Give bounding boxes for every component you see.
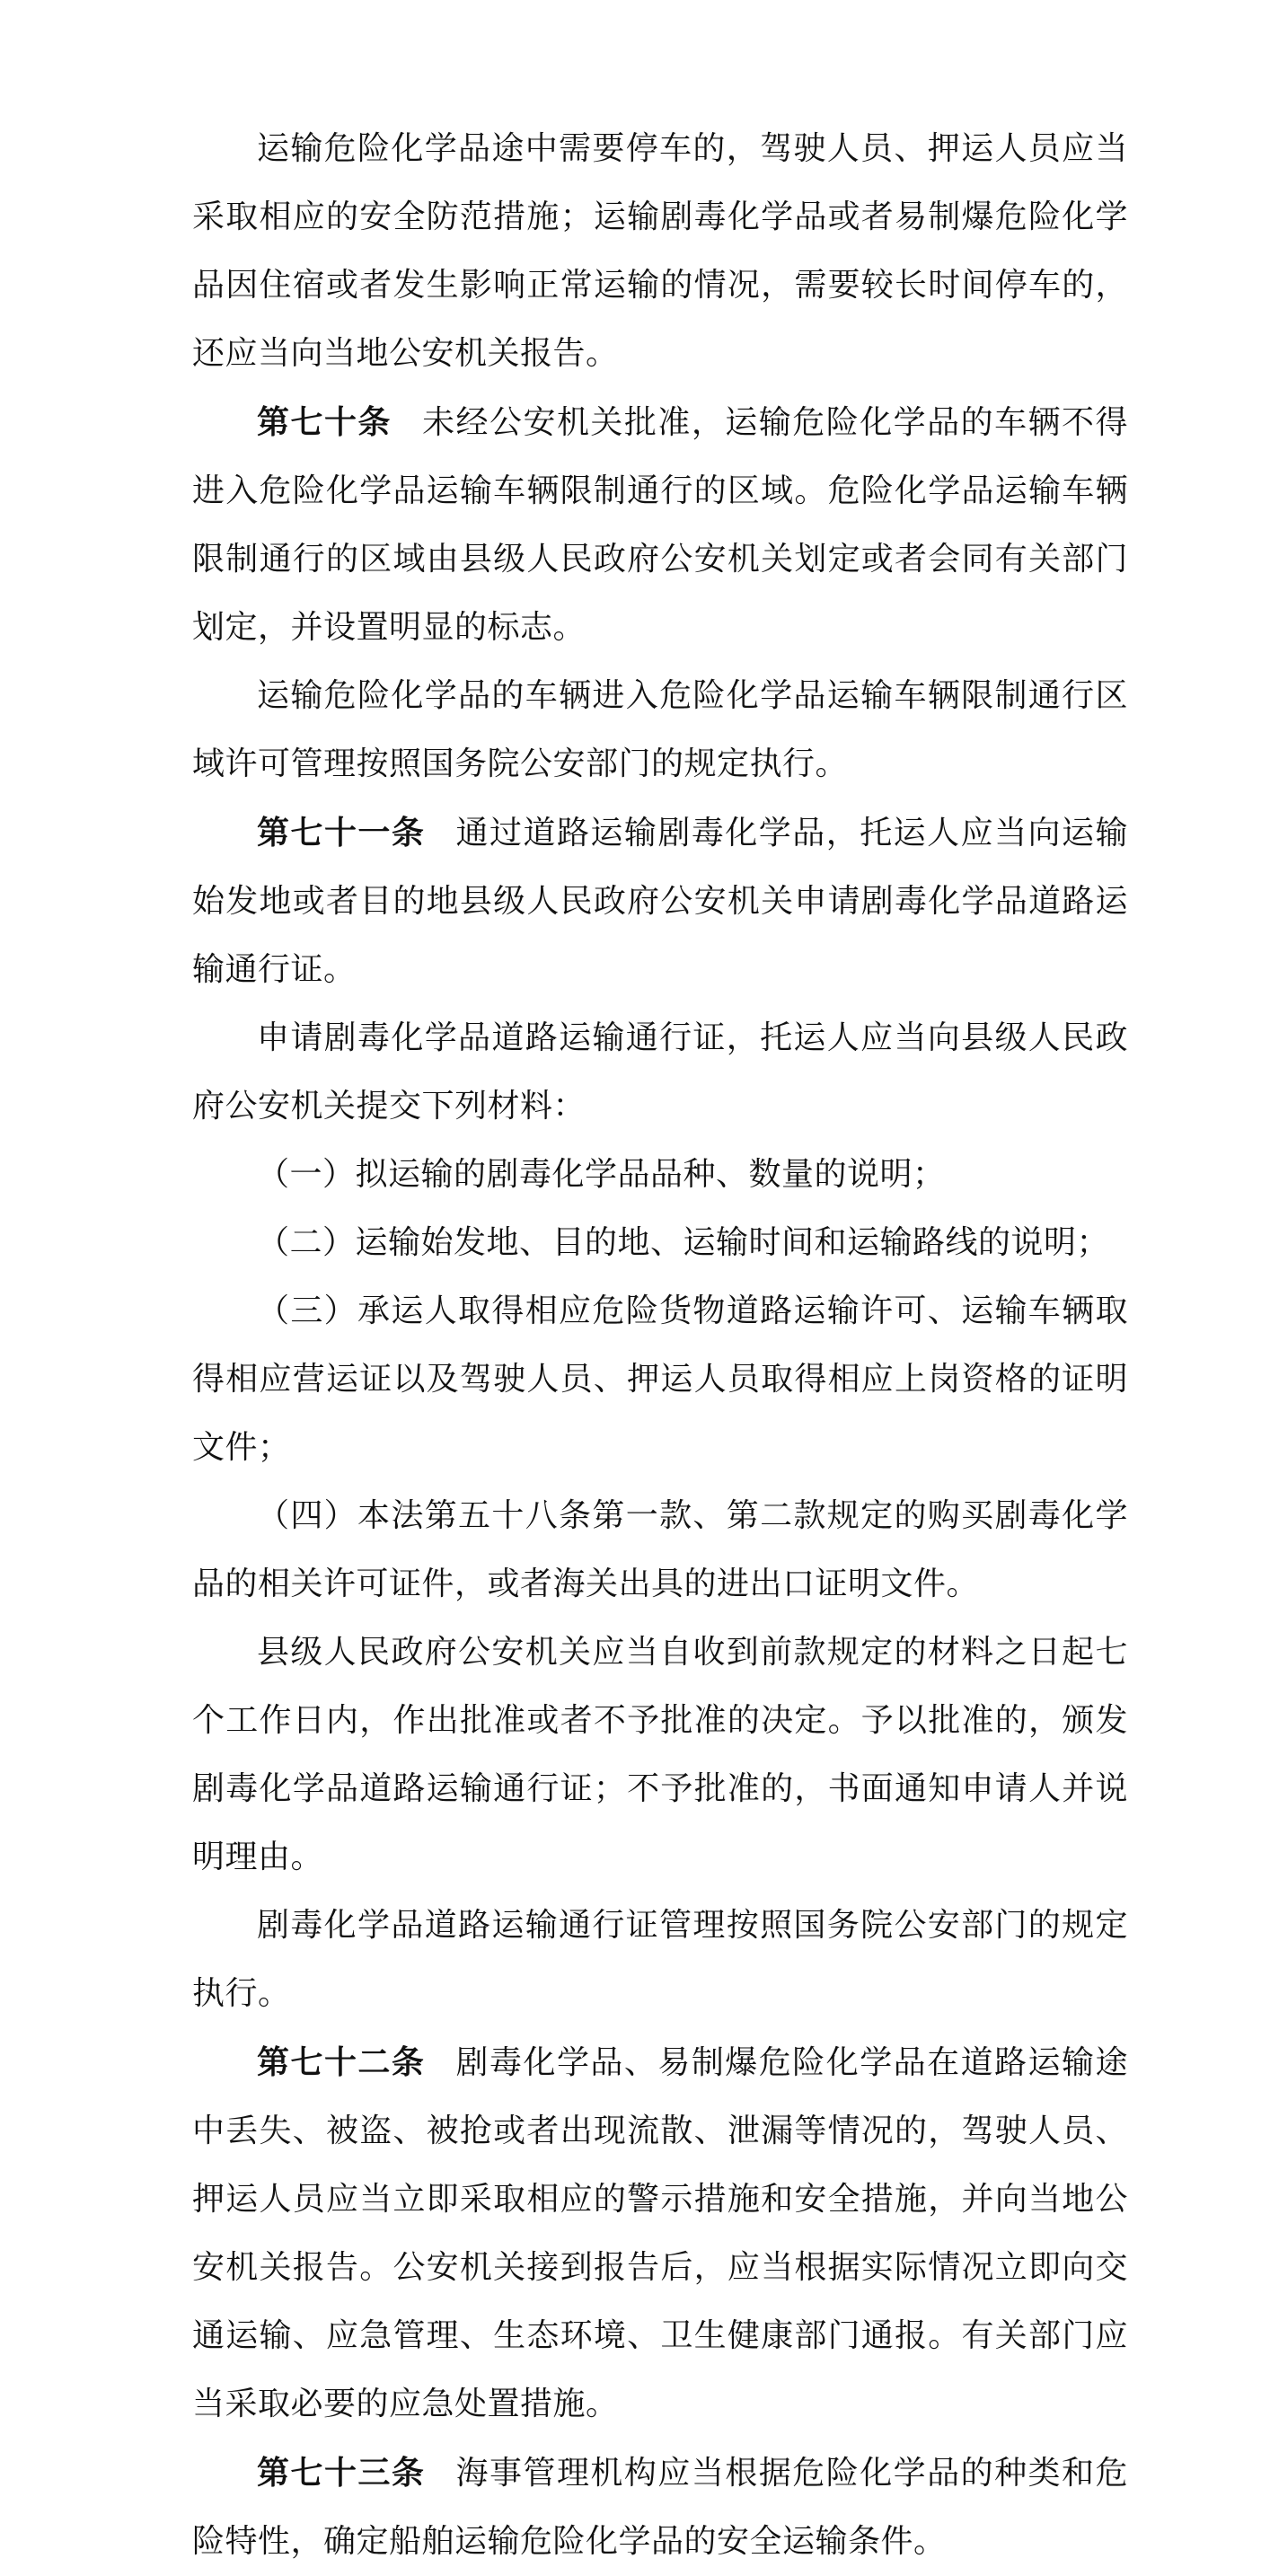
paragraph-text: 申请剧毒化学品道路运输通行证，托运人应当向县级人民政府公安机关提交下列材料： <box>192 1019 1128 1125</box>
article-number: 第七十一条 <box>257 814 426 851</box>
paragraph-text: 海事管理机构应当根据危险化学品的种类和危险特性，确定船舶运输危险化学品的安全运输条件。 <box>192 2455 1128 2560</box>
paragraph <box>192 662 1128 798</box>
paragraph <box>192 1141 1128 1209</box>
paragraph <box>192 1892 1128 2028</box>
document-body <box>192 115 1128 2576</box>
paragraph-text: 未经公安机关批准，运输危险化学品的车辆不得进入危险化学品运输车辆限制通行的区域。危险化学品运输车辆限制通行的区域由县级人民政府公安机关划定或者会同有关部门划定，并设置明显的标志。 <box>192 404 1128 646</box>
paragraph-text: 剧毒化学品道路运输通行证管理按照国务院公安部门的规定执行。 <box>192 1907 1128 2012</box>
paragraph-text: 县级人民政府公安机关应当自收到前款规定的材料之日起七个工作日内，作出批准或者不予批准的决定。予以批准的，颁发剧毒化学品道路运输通行证；不予批准的，书面通知申请人并说明理由。 <box>192 1634 1128 1875</box>
article-number: 第七十三条 <box>257 2454 426 2492</box>
paragraph-text: 运输危险化学品的车辆进入危险化学品运输车辆限制通行区域许可管理按照国务院公安部门的规定执行。 <box>192 677 1128 782</box>
paragraph-text: （三）承运人取得相应危险货物道路运输许可、运输车辆取得相应营运证以及驾驶人员、押运人员取得相应上岗资格的证明文件； <box>192 1292 1128 1466</box>
paragraph <box>192 1277 1128 1482</box>
paragraph <box>192 1004 1128 1141</box>
paragraph <box>192 1619 1128 1892</box>
paragraph-text: 剧毒化学品、易制爆危险化学品在道路运输途中丢失、被盗、被抢或者出现流散、泄漏等情况的，驾驶人员、押运人员应当立即采取相应的警示措施和安全措施，并向当地公安机关报告。公安机关接到报告后，应当根据实际情况立即向交通运输、应急管理、生态环境、卫生健康部门通报。有关部门应当采取必要的应急处置措施。 <box>192 2044 1128 2422</box>
paragraph-text: （二）运输始发地、目的地、运输时间和运输路线的说明； <box>257 1224 1110 1261</box>
paragraph <box>192 2439 1128 2576</box>
paragraph <box>192 115 1128 388</box>
paragraph <box>192 1482 1128 1619</box>
paragraph <box>192 388 1128 662</box>
article-number: 第七十二条 <box>257 2043 426 2081</box>
paragraph <box>192 1209 1128 1277</box>
paragraph-text: 运输危险化学品途中需要停车的，驾驶人员、押运人员应当采取相应的安全防范措施；运输剧毒化学品或者易制爆危险化学品因住宿或者发生影响正常运输的情况，需要较长时间停车的，还应当向当地公安机关报告。 <box>192 130 1128 372</box>
paragraph-text: （一）拟运输的剧毒化学品品种、数量的说明； <box>257 1156 946 1193</box>
paragraph <box>192 798 1128 1004</box>
paragraph <box>192 2028 1128 2439</box>
paragraph-text: （四）本法第五十八条第一款、第二款规定的购买剧毒化学品的相关许可证件，或者海关出具的进出口证明文件。 <box>192 1497 1128 1602</box>
paragraph-text: 通过道路运输剧毒化学品，托运人应当向运输始发地或者目的地县级人民政府公安机关申请剧毒化学品道路运输通行证。 <box>192 815 1128 988</box>
article-number: 第七十条 <box>257 403 392 441</box>
